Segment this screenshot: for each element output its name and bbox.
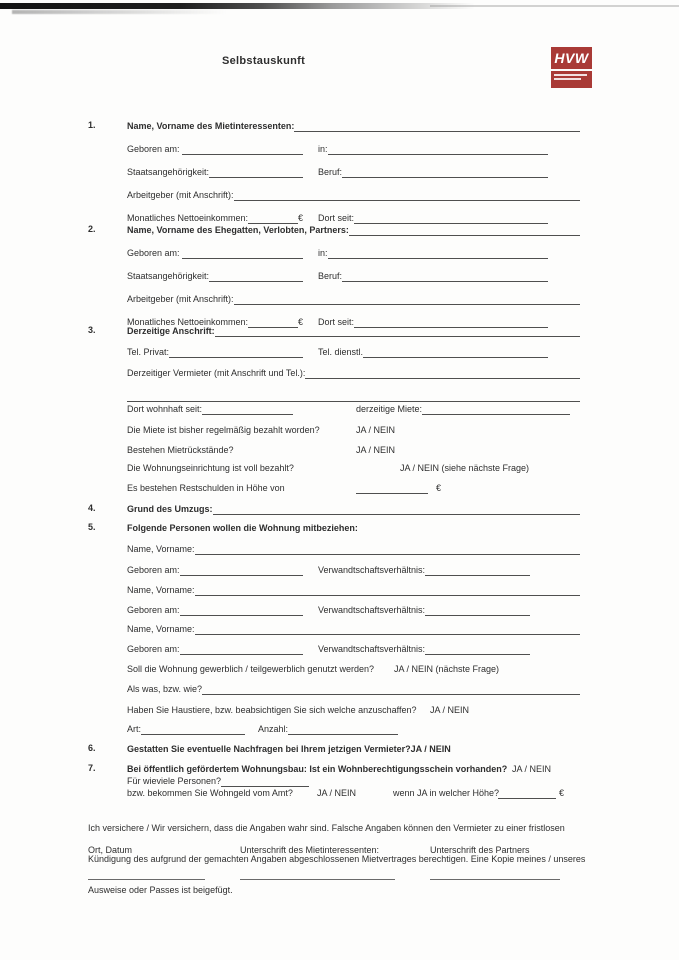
blank-line-name-mietinteressent bbox=[294, 120, 580, 132]
blank-line-wohnhaft-seit bbox=[202, 403, 293, 415]
blank-line-beruf bbox=[342, 270, 548, 282]
euro-sign: € bbox=[297, 317, 303, 327]
field-label-als-was: Als was, bzw. wie? bbox=[127, 684, 203, 694]
blank-line-arbeitgeber bbox=[234, 293, 580, 305]
field-label-dort-seit: Dort seit: bbox=[318, 213, 355, 223]
blank-line-name-vorname bbox=[195, 623, 580, 635]
field-label-arbeitgeber: Arbeitgeber (mit Anschrift): bbox=[127, 294, 234, 304]
row-vermieter-fortsetzung bbox=[127, 390, 580, 402]
blank-line-in bbox=[328, 247, 548, 259]
row-signature-labels bbox=[0, 844, 679, 856]
field-label-name-vorname: Name, Vorname: bbox=[127, 544, 195, 554]
field-label-dort-seit: Dort seit: bbox=[318, 317, 355, 327]
blank-line-geboren-am bbox=[180, 604, 303, 616]
field-label-name-vorname: Name, Vorname: bbox=[127, 585, 195, 595]
field-label-tel-privat: Tel. Privat: bbox=[127, 347, 170, 357]
field-label-geboren-am: Geboren am: bbox=[127, 644, 180, 654]
blank-line-tel-dienstl bbox=[363, 346, 548, 358]
field-label-staatsangehoerigkeit: Staatsangehörigkeit: bbox=[127, 271, 210, 281]
blank-line-anzahl bbox=[288, 723, 398, 735]
field-label-in: in: bbox=[318, 248, 328, 258]
blank-line-als-was bbox=[202, 683, 580, 695]
blank-line-nettoeinkommen bbox=[248, 212, 298, 224]
blank-line-wieviele-personen bbox=[221, 775, 309, 787]
row-signature-lines bbox=[0, 868, 679, 880]
blank-line-staatsangehoerigkeit bbox=[209, 166, 303, 178]
row-geboren-2 bbox=[127, 247, 548, 259]
section-7-number: 7. bbox=[88, 763, 96, 773]
blank-line-derzeitige-miete bbox=[422, 403, 570, 415]
field-label-ort-datum: Ort, Datum bbox=[88, 845, 133, 855]
row-person-3-geboren bbox=[127, 643, 530, 655]
row-person-1-geboren bbox=[127, 564, 530, 576]
blank-line-name-ehegatte bbox=[349, 224, 580, 236]
blank-line-geboren-am bbox=[182, 247, 303, 259]
blank-line-verwandtschaft bbox=[425, 643, 530, 655]
logo-subtext-line bbox=[554, 78, 581, 80]
row-person-3-name bbox=[127, 623, 580, 635]
section-6-number: 6. bbox=[88, 743, 96, 753]
ja-nein-option: JA / NEIN bbox=[356, 445, 396, 455]
row-frage-miete-bezahlt bbox=[127, 424, 580, 436]
ja-nein-option: JA / NEIN (siehe nächste Frage) bbox=[400, 463, 530, 473]
row-staatsangehoerigkeit-2 bbox=[127, 270, 548, 282]
declaration-line: Ich versichere / Wir versichern, dass die Angaben wahr sind. Falsche Angaben können den Vermieter zu einer fristlosen bbox=[88, 822, 565, 833]
field-label-art: Art: bbox=[127, 724, 142, 734]
scan-artifact-streak bbox=[0, 3, 475, 9]
row-wohngeld bbox=[127, 787, 580, 799]
field-label-grund-des-umzugs: Grund des Umzugs: bbox=[127, 504, 213, 514]
question-haustiere: Haben Sie Haustiere, bzw. beabsichtigen Sie sich welche anzuschaffen? bbox=[127, 705, 417, 715]
blank-line-art bbox=[141, 723, 245, 735]
row-art-anzahl bbox=[127, 723, 580, 735]
field-label-name-vorname: Name, Vorname: bbox=[127, 624, 195, 634]
hvw-logo bbox=[551, 47, 592, 88]
signature-line-mieter bbox=[240, 868, 395, 880]
field-label-wohngeld-hoehe: wenn JA in welcher Höhe? bbox=[393, 788, 500, 798]
section-1-number: 1. bbox=[88, 120, 96, 130]
page-title: Selbstauskunft bbox=[222, 55, 306, 67]
logo-text: HVW bbox=[554, 50, 589, 66]
ja-nein-option: JA / NEIN bbox=[356, 425, 396, 435]
blank-line-beruf bbox=[342, 166, 548, 178]
field-label-beruf: Beruf: bbox=[318, 271, 343, 281]
row-telefon bbox=[127, 346, 548, 358]
logo-subtext-lines bbox=[551, 71, 592, 88]
row-derzeitige-anschrift bbox=[127, 325, 580, 337]
section-4-number: 4. bbox=[88, 503, 96, 513]
field-label-name-ehegatte: Name, Vorname des Ehegatten, Verlobten, Partners: bbox=[127, 225, 349, 235]
blank-line-staatsangehoerigkeit bbox=[209, 270, 303, 282]
field-label-tel-dienstl: Tel. dienstl. bbox=[318, 347, 364, 357]
field-label-unterschrift-mieter: Unterschrift des Mietinteressenten: bbox=[240, 845, 380, 855]
row-nachfragen-vermieter bbox=[127, 743, 580, 755]
field-label-derzeitige-miete: derzeitige Miete: bbox=[356, 404, 423, 414]
field-label-geboren-am: Geboren am: bbox=[127, 565, 180, 575]
row-name-ehegatte bbox=[127, 224, 580, 236]
blank-line-vermieter-fortsetzung bbox=[127, 390, 580, 402]
signature-line-ort-datum bbox=[88, 868, 205, 880]
row-restschulden bbox=[127, 482, 580, 494]
blank-line-arbeitgeber bbox=[234, 189, 580, 201]
question-nachfragen-vermieter: Gestatten Sie eventuelle Nachfragen bei Ihrem jetzigen Vermieter?JA / NEIN bbox=[127, 744, 451, 754]
row-person-2-name bbox=[127, 584, 580, 596]
row-arbeitgeber-2 bbox=[127, 293, 580, 305]
field-label-arbeitgeber: Arbeitgeber (mit Anschrift): bbox=[127, 190, 234, 200]
question-gewerbliche-nutzung: Soll die Wohnung gewerblich / teilgewerblich genutzt werden? bbox=[127, 664, 374, 674]
row-person-1-name bbox=[127, 543, 580, 555]
field-label-restschulden: Es bestehen Restschulden in Höhe von bbox=[127, 483, 285, 493]
row-grund-des-umzugs bbox=[127, 503, 580, 515]
row-wieviele-personen bbox=[127, 775, 580, 787]
question-einrichtung-bezahlt: Die Wohnungseinrichtung ist voll bezahlt? bbox=[127, 463, 294, 473]
question-wohnberechtigungsschein: Bei öffentlich gefördertem Wohnungsbau: Ist ein Wohnberechtigungsschein vorhanden? bbox=[127, 764, 508, 774]
field-label-unterschrift-partner: Unterschrift des Partners bbox=[430, 845, 530, 855]
field-label-in: in: bbox=[318, 144, 328, 154]
blank-line-name-vorname bbox=[195, 584, 580, 596]
field-label-geboren-am: Geboren am: bbox=[127, 605, 180, 615]
blank-line-name-vorname bbox=[195, 543, 580, 555]
row-derzeitiger-vermieter bbox=[127, 367, 580, 379]
row-mitbeziehende-personen-titel bbox=[127, 522, 580, 534]
blank-line-dort-seit bbox=[354, 212, 548, 224]
question-miete-bezahlt: Die Miete ist bisher regelmäßig bezahlt worden? bbox=[127, 425, 320, 435]
row-frage-einrichtung-bezahlt bbox=[127, 462, 580, 474]
row-als-was bbox=[127, 683, 580, 695]
blank-line-geboren-am bbox=[180, 564, 303, 576]
field-label-anzahl: Anzahl: bbox=[258, 724, 289, 734]
blank-line-grund-des-umzugs bbox=[213, 503, 580, 515]
euro-sign: € bbox=[436, 483, 442, 493]
scan-artifact-smudge bbox=[12, 10, 227, 14]
scan-artifact-line bbox=[430, 5, 679, 7]
blank-line-wohngeld-hoehe bbox=[498, 787, 556, 799]
field-label-verwandtschaft: Verwandtschaftsverhältnis: bbox=[318, 605, 426, 615]
field-label-nettoeinkommen: Monatliches Nettoeinkommen: bbox=[127, 213, 249, 223]
blank-line-restschulden bbox=[356, 482, 428, 494]
field-label-geboren-am: Geboren am: bbox=[127, 248, 183, 258]
field-label-derzeitige-anschrift: Derzeitige Anschrift: bbox=[127, 326, 215, 336]
field-label-beruf: Beruf: bbox=[318, 167, 343, 177]
row-frage-haustiere bbox=[127, 704, 580, 716]
blank-line-geboren-am bbox=[180, 643, 303, 655]
row-einkommen-1 bbox=[127, 212, 548, 224]
ja-nein-option: JA / NEIN (nächste Frage) bbox=[394, 664, 500, 674]
field-label-verwandtschaft: Verwandtschaftsverhältnis: bbox=[318, 565, 426, 575]
field-label-staatsangehoerigkeit: Staatsangehörigkeit: bbox=[127, 167, 210, 177]
ja-nein-option: JA / NEIN bbox=[512, 764, 552, 774]
row-wohnhaft-miete bbox=[127, 403, 570, 415]
row-name-mietinteressent bbox=[127, 120, 580, 132]
blank-line-in bbox=[328, 143, 548, 155]
blank-line-derzeitige-anschrift bbox=[215, 325, 580, 337]
field-label-geboren-am: Geboren am: bbox=[127, 144, 183, 154]
blank-line-derzeitiger-vermieter bbox=[305, 367, 580, 379]
declaration-paragraph bbox=[88, 802, 585, 916]
blank-line-verwandtschaft bbox=[425, 604, 530, 616]
field-label-derzeitiger-vermieter: Derzeitiger Vermieter (mit Anschrift und Tel.): bbox=[127, 368, 306, 378]
row-staatsangehoerigkeit-1 bbox=[127, 166, 548, 178]
field-label-nettoeinkommen: Monatliches Nettoeinkommen: bbox=[127, 317, 249, 327]
field-label-verwandtschaft: Verwandtschaftsverhältnis: bbox=[318, 644, 426, 654]
row-frage-mietrueckstaende bbox=[127, 444, 580, 456]
declaration-line: Ausweise oder Passes ist beigefügt. bbox=[88, 885, 233, 896]
row-person-2-geboren bbox=[127, 604, 530, 616]
section-5-title: Folgende Personen wollen die Wohnung mitbeziehen: bbox=[127, 523, 358, 533]
question-mietrueckstaende: Bestehen Mietrückstände? bbox=[127, 445, 234, 455]
row-frage-gewerblich bbox=[127, 663, 580, 675]
question-wohngeld: bzw. bekommen Sie Wohngeld vom Amt? bbox=[127, 788, 293, 798]
euro-sign: € bbox=[559, 788, 565, 798]
field-label-wieviele-personen: Für wieviele Personen? bbox=[127, 776, 222, 786]
field-label-name-mietinteressent: Name, Vorname des Mietinteressenten: bbox=[127, 121, 295, 131]
euro-sign: € bbox=[297, 213, 303, 223]
signature-line-partner bbox=[430, 868, 560, 880]
blank-line-verwandtschaft bbox=[425, 564, 530, 576]
section-5-number: 5. bbox=[88, 522, 96, 532]
ja-nein-option: JA / NEIN bbox=[317, 788, 357, 798]
row-arbeitgeber-1 bbox=[127, 189, 580, 201]
section-2-number: 2. bbox=[88, 224, 96, 234]
row-wohnberechtigungsschein bbox=[127, 763, 580, 775]
ja-nein-option: JA / NEIN bbox=[430, 705, 470, 715]
blank-line-tel-privat bbox=[169, 346, 303, 358]
blank-line-geboren-am bbox=[182, 143, 303, 155]
section-3-number: 3. bbox=[88, 325, 96, 335]
logo-subtext-line bbox=[554, 74, 587, 76]
field-label-wohnhaft-seit: Dort wohnhaft seit: bbox=[127, 404, 203, 414]
declaration-line: Kündigung des aufgrund der gemachten Angaben abgeschlossenen Mietvertrages berechtigen. Eine Kopie meines / unseres bbox=[88, 854, 586, 865]
row-geboren-1 bbox=[127, 143, 548, 155]
